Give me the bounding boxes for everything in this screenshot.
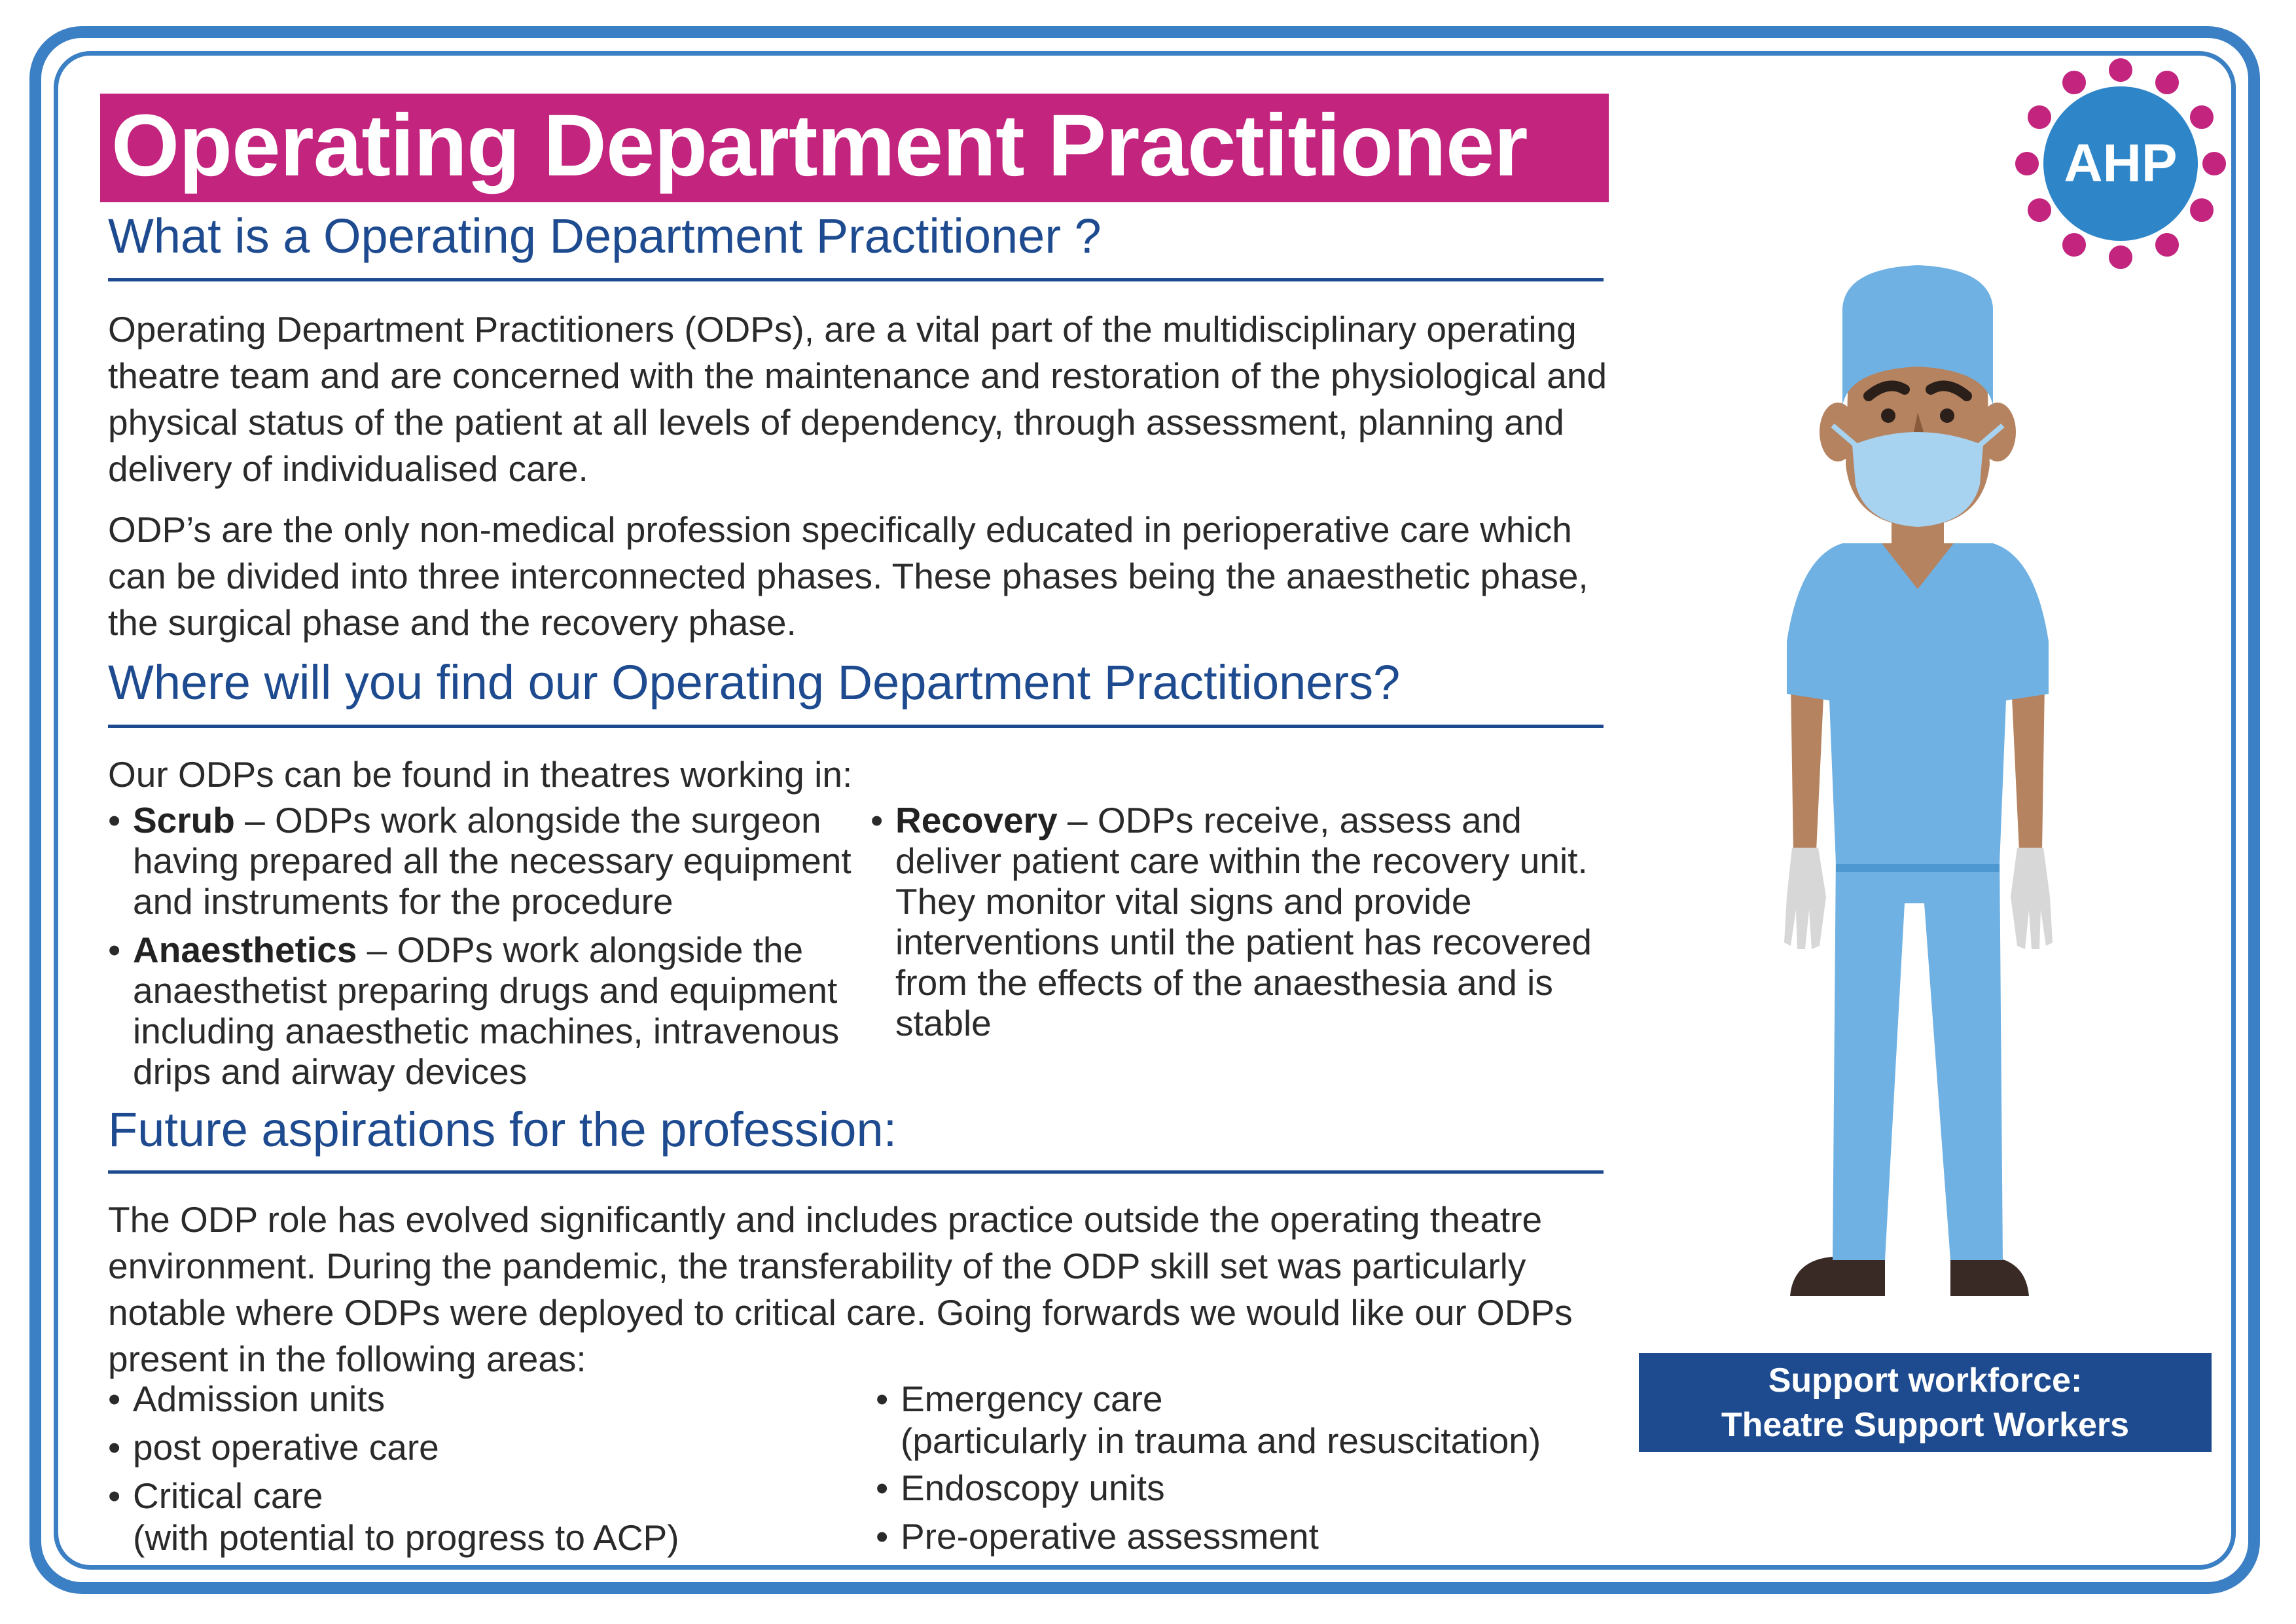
ahp-logo-text: AHP <box>2064 134 2178 193</box>
left-shoe <box>1790 1257 1885 1296</box>
left-glove <box>1784 848 1826 949</box>
list-item: • Critical care <box>108 1475 861 1517</box>
list-item-continuation: (particularly in trauma and resuscitation) <box>901 1420 1541 1461</box>
list-item <box>870 800 1610 1043</box>
section-heading-where: Where will you find our Operating Department Practitioners? <box>108 655 1401 710</box>
list-item: • post operative care <box>108 1426 861 1468</box>
scrub-top <box>1787 543 2049 864</box>
list-item-term: Anaesthetics <box>133 929 357 970</box>
trousers <box>1833 851 2003 1260</box>
list-item-text: – ODPs receive, assess and deliver patient care within the recovery unit. They monitor vital signs and provide interventions until the patient has recovered from the effects of the anaesthesia and is stable <box>895 800 1592 1043</box>
list-item: • Emergency care <box>876 1378 1628 1420</box>
practitioner-illustration <box>1728 249 2108 1322</box>
page-title: Operating Department Practitioner <box>111 97 1528 194</box>
divider <box>108 278 1604 281</box>
section-what-body <box>108 306 1633 646</box>
paragraph: Operating Department Practitioners (ODPs), are a vital part of the multidisciplinary operating theatre team and are concerned with the maintenance and restoration of the physiological and physical status of the patient at all levels of dependency, through assessment, planning and delivery of individualised care. <box>108 309 1607 489</box>
future-list-left <box>108 1378 861 1559</box>
list-item-continuation: (with potential to progress to ACP) <box>133 1517 679 1558</box>
list-item: • Pre-operative assessment <box>876 1515 1628 1557</box>
list-item <box>108 929 854 1092</box>
divider <box>108 1170 1604 1174</box>
list-item: • Admission units <box>108 1378 861 1420</box>
where-list-right <box>870 800 1610 1043</box>
caption-line-2: Theatre Support Workers <box>1721 1405 2130 1444</box>
section-heading-future: Future aspirations for the profession: <box>108 1102 897 1157</box>
paragraph: ODP’s are the only non-medical profession specifically educated in perioperative care which can be divided into three interconnected phases. These phases being the anaesthetic phase, the surgical phase and the recovery phase. <box>108 509 1588 643</box>
list-item-text: – ODPs work alongside the surgeon having prepared all the necessary equipment and instruments for the procedure <box>133 800 852 922</box>
section-heading-what: What is a Operating Department Practitioner ? <box>108 209 1102 263</box>
section-where-intro: Our ODPs can be found in theatres working in: <box>108 754 853 795</box>
left-eye <box>1881 408 1895 423</box>
caption-line-1: Support workforce: <box>1768 1361 2083 1399</box>
future-list-right <box>876 1378 1628 1557</box>
ahp-logo <box>2013 56 2229 272</box>
right-glove <box>2011 848 2053 949</box>
divider <box>108 725 1604 728</box>
list-item-term: Scrub <box>133 800 235 840</box>
right-eye <box>1940 408 1954 423</box>
caption-box <box>1639 1353 2212 1452</box>
list-item: • Endoscopy units <box>876 1467 1628 1509</box>
list-item-text: – ODPs work alongside the anaesthetist preparing drugs and equipment including anaesthetic machines, intravenous drips and airway devices <box>133 929 840 1092</box>
where-list-left <box>108 800 854 1092</box>
list-item <box>108 800 854 922</box>
right-shoe <box>1950 1257 2029 1296</box>
section-future-body: The ODP role has evolved significantly and includes practice outside the operating theatre environment. During the pandemic, the transferability of the ODP skill set was particularly notable where ODPs were deployed to critical care. Going forwards we would like our ODPs present in the following areas: <box>108 1199 1573 1379</box>
list-item-term: Recovery <box>895 800 1058 840</box>
